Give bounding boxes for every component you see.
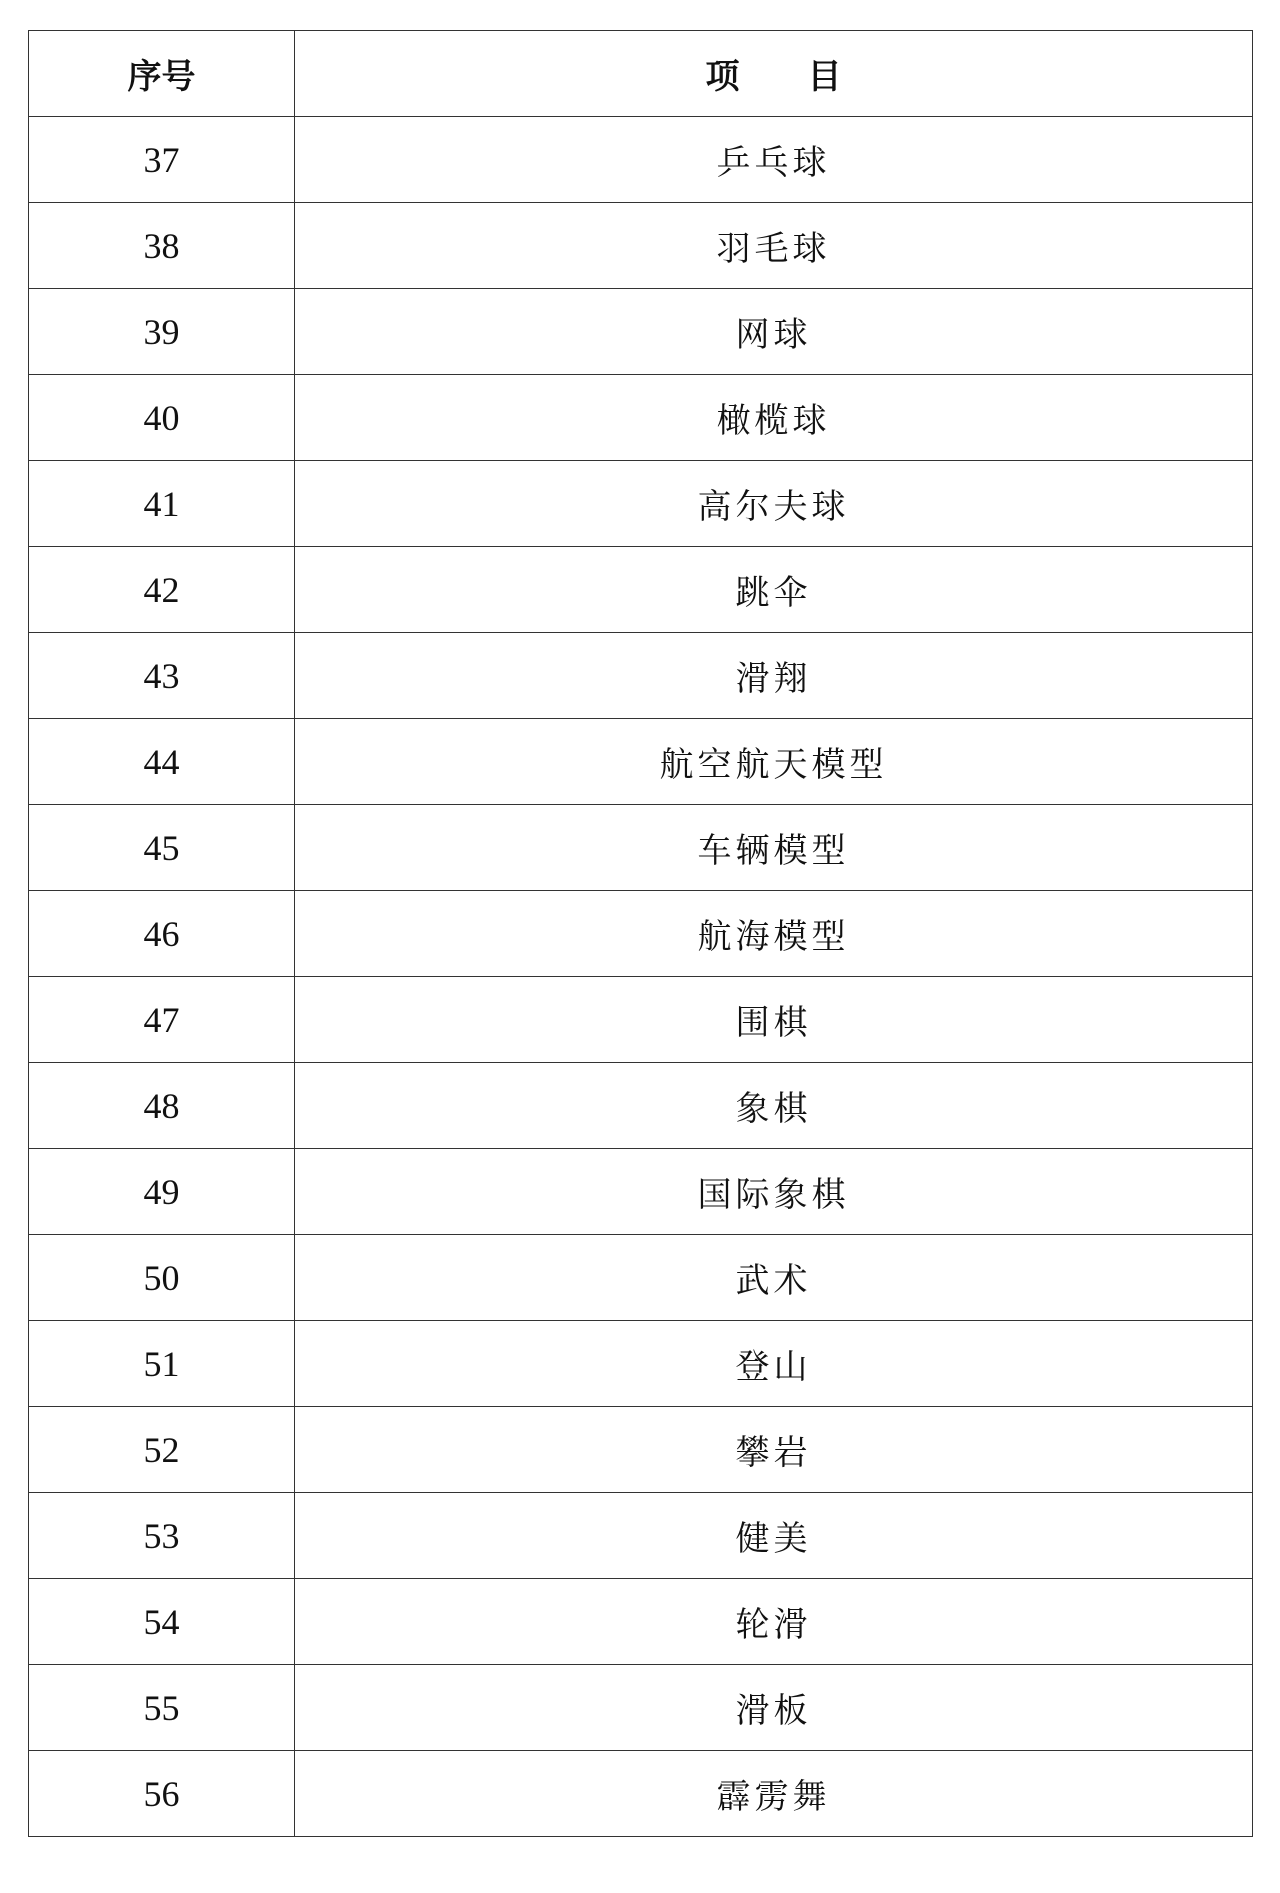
table-row [29, 461, 1253, 547]
row-item-cell: 滑翔 [295, 633, 1253, 719]
table-row [29, 805, 1253, 891]
row-number-cell: 43 [29, 633, 295, 719]
row-item-cell: 轮滑 [295, 1579, 1253, 1665]
row-item-cell: 武术 [295, 1235, 1253, 1321]
row-number-cell: 48 [29, 1063, 295, 1149]
table-row [29, 1407, 1253, 1493]
table-row [29, 289, 1253, 375]
row-item-cell: 攀岩 [295, 1407, 1253, 1493]
row-number-cell: 37 [29, 117, 295, 203]
table-row [29, 1665, 1253, 1751]
row-number-cell: 52 [29, 1407, 295, 1493]
row-item-cell: 航海模型 [295, 891, 1253, 977]
row-number-cell: 44 [29, 719, 295, 805]
row-number-cell: 40 [29, 375, 295, 461]
table-row [29, 891, 1253, 977]
row-number-cell: 47 [29, 977, 295, 1063]
row-number-cell: 38 [29, 203, 295, 289]
table-row [29, 375, 1253, 461]
table-row [29, 117, 1253, 203]
table-row [29, 1235, 1253, 1321]
table-body [29, 117, 1253, 1837]
row-item-cell: 登山 [295, 1321, 1253, 1407]
row-item-cell: 橄榄球 [295, 375, 1253, 461]
row-item-cell: 高尔夫球 [295, 461, 1253, 547]
row-item-cell: 象棋 [295, 1063, 1253, 1149]
row-number-cell: 41 [29, 461, 295, 547]
table-row [29, 1063, 1253, 1149]
row-number-cell: 56 [29, 1751, 295, 1837]
row-item-cell: 国际象棋 [295, 1149, 1253, 1235]
row-number-cell: 46 [29, 891, 295, 977]
row-item-cell: 跳伞 [295, 547, 1253, 633]
table-row [29, 977, 1253, 1063]
row-number-cell: 42 [29, 547, 295, 633]
row-number-cell: 50 [29, 1235, 295, 1321]
row-number-cell: 54 [29, 1579, 295, 1665]
table-row [29, 547, 1253, 633]
row-number-cell: 51 [29, 1321, 295, 1407]
sports-items-table [28, 30, 1253, 1837]
column-header-item: 项 目 [295, 31, 1253, 117]
row-item-cell: 乒乓球 [295, 117, 1253, 203]
table-row [29, 1149, 1253, 1235]
table-row [29, 1751, 1253, 1837]
row-item-cell: 航空航天模型 [295, 719, 1253, 805]
table-header-row [29, 31, 1253, 117]
column-header-number: 序号 [29, 31, 295, 117]
table-row [29, 1321, 1253, 1407]
row-item-cell: 网球 [295, 289, 1253, 375]
table-row [29, 719, 1253, 805]
table-row [29, 1493, 1253, 1579]
table-row [29, 203, 1253, 289]
row-number-cell: 53 [29, 1493, 295, 1579]
row-number-cell: 39 [29, 289, 295, 375]
row-item-cell: 滑板 [295, 1665, 1253, 1751]
row-item-cell: 健美 [295, 1493, 1253, 1579]
row-item-cell: 围棋 [295, 977, 1253, 1063]
row-number-cell: 45 [29, 805, 295, 891]
table-row [29, 1579, 1253, 1665]
row-number-cell: 55 [29, 1665, 295, 1751]
row-item-cell: 羽毛球 [295, 203, 1253, 289]
table-row [29, 633, 1253, 719]
row-item-cell: 霹雳舞 [295, 1751, 1253, 1837]
row-item-cell: 车辆模型 [295, 805, 1253, 891]
row-number-cell: 49 [29, 1149, 295, 1235]
